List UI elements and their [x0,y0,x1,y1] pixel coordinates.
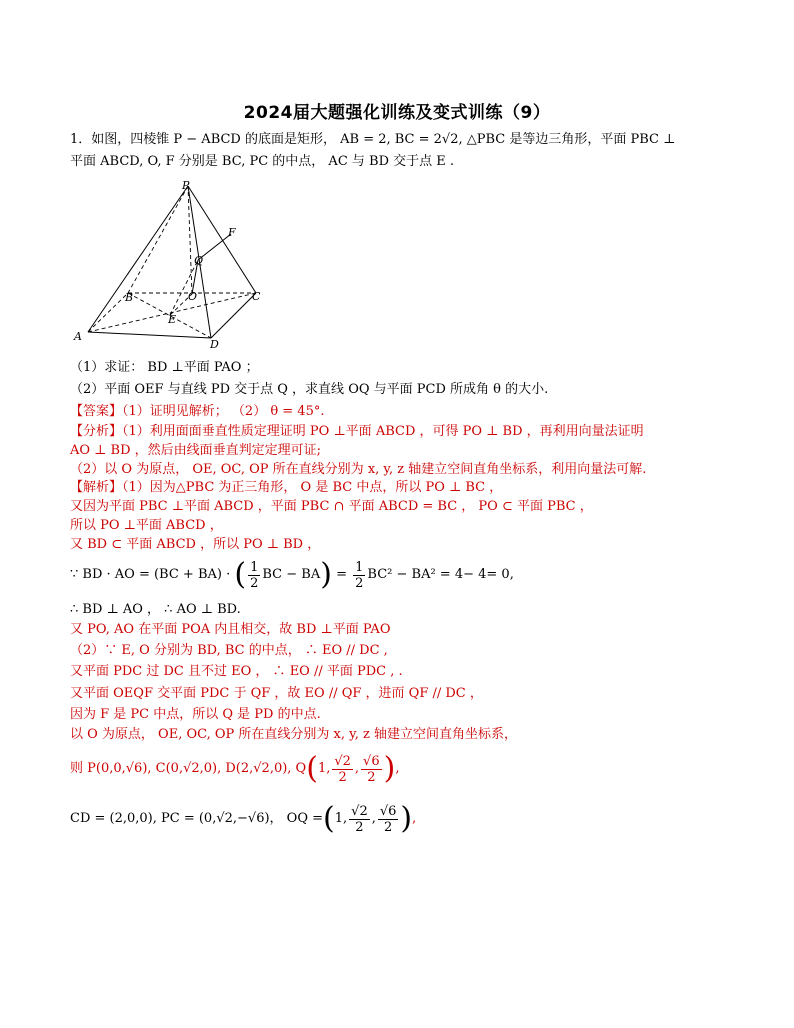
solution-line-9: 又平面 PDC 过 DC 且不过 EO ， ∴ EO // 平面 PDC , . [70,664,403,679]
segment-EQ [170,260,198,315]
label-C: C [252,290,261,303]
solution-line-7: 又 PO, AO 在平面 POA 内且相交，故 BD ⊥平面 PAO [70,622,391,637]
edge-DC [211,293,256,338]
analysis-tag: 【分析】 [70,424,123,439]
solution-line-1 [70,478,502,498]
analysis-text-1: （1）利用面面垂直性质定理证明 PO ⊥平面 ABCD ，可得 PO ⊥ BD ，再利用向量法证明 [122,424,644,439]
fraction-half: $\frac{1}{2}$ [250,559,259,591]
solution-line-8: （2）∵ E, O 分别为 BD, BC 的中点， ∴ EO // DC , [70,643,388,658]
solution-line-2: 又因为平面 PBC ⊥平面 ABCD ，平面 PBC ∩ 平面 ABCD = BC ， PO ⊂ 平面 PBC ， [70,499,593,514]
label-E: E [168,313,177,326]
problem-line-1: 1．如图，四棱锥 P − ABCD 的底面是矩形， AB = 2, BC = 2√2, △PBC 是等边三角形，平面 PBC ⊥ [70,132,676,147]
solution-line-4: 又 BD ⊂ 平面 ABCD ，所以 PO ⊥ BD ， [70,537,321,552]
pyramid-figure [70,176,280,352]
edge-PB [128,186,188,293]
page-title: 2024届大题强化训练及变式训练（9） [243,103,551,123]
solution-line-3: 所以 PO ⊥平面 ABCD ， [70,518,223,533]
edge-AD [88,332,211,338]
solution-line-11: 因为 F 是 PC 中点，所以 Q 是 PD 的中点. [70,707,321,722]
question-1: （1）求证： BD ⊥平面 PAO ； [70,360,259,375]
coordinates-line: 则 P(0,0,√6), C(0,√2,0), D(2,√2,0), Q(1, $\frac{√2}{2}$ , $\frac{√6}{2}$ ), [70,751,400,786]
analysis-line-3: （2）以 O 为原点， OE, OC, OP 所在直线分别为 x, y, z 轴建立空间直角坐标系，利用向量法可解. [70,462,647,477]
label-P: P [182,179,190,192]
label-F: F [228,226,236,239]
label-O: O [188,290,198,303]
answer-line [70,402,324,422]
answer-text: （1）证明见解析； （2） θ = 45°. [122,404,325,419]
analysis-line-2: AO ⊥ BD ，然后由线面垂直判定定理可证; [70,443,322,458]
label-D: D [210,338,219,351]
label-B: B [125,291,134,304]
edge-PA [88,186,188,332]
analysis-line-1 [70,422,644,442]
edge-PC [188,186,256,293]
solution-line-6: ∴ BD ⊥ AO ， ∴ AO ⊥ BD. [70,602,241,617]
vectors-line: CD = (2,0,0), PC = (0,√2,−√6)， OQ =(1, $\frac{√2}{2}$ , $\frac{√6}{2}$ ), [70,801,417,836]
solution-text-1: （1）因为△PBC 为正三角形， O 是 BC 中点，所以 PO ⊥ BC ， [122,480,503,495]
label-Q: Q [194,254,204,267]
dot-product-equation: ∵ BD · AO = (BC + BA) · ( $\frac{1}{2}$ BC − BA) = $\frac{1}{2}$ BC² − BA² = 4− 4= 0, [70,557,514,592]
edge-AB [88,293,128,332]
solution-line-10: 又平面 OEQF 交平面 PDC 于 QF ，故 EO // QF ，进而 QF // DC ， [70,686,483,701]
problem-line-2: 平面 ABCD, O, F 分别是 BC, PC 的中点， AC 与 BD 交于点 E . [70,154,455,169]
answer-tag: 【答案】 [70,404,123,419]
solution-tag: 【解析】 [70,480,123,495]
solution-line-12: 以 O 为原点， OE, OC, OP 所在直线分别为 x, y, z 轴建立空间直角坐标系， [70,727,518,742]
question-2: （2）平面 OEF 与直线 PD 交于点 Q ，求直线 OQ 与平面 PCD 所成角 θ 的大小. [70,382,549,397]
label-A: A [74,330,82,343]
